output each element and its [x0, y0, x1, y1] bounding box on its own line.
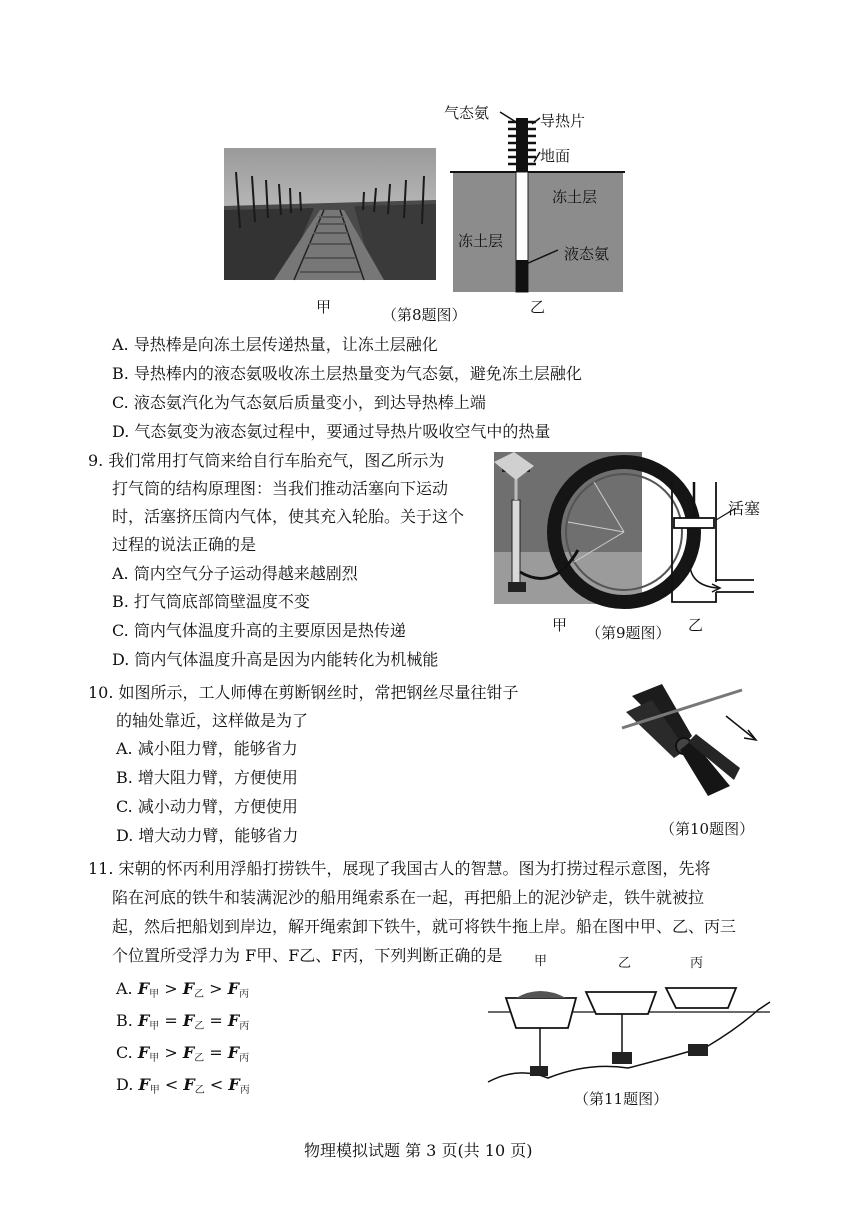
- gas-ammonia-label: 气态氨: [444, 104, 490, 122]
- q8-option-c: C. 液态氨汽化为气态氨后质量变小，到达导热棒上端: [112, 393, 486, 412]
- frozen-layer-left-label: 冻土层: [458, 232, 504, 250]
- fig11-label-yi: 乙: [618, 956, 632, 971]
- fig8-label-jia: 甲: [316, 298, 332, 316]
- q8-option-b: B. 导热棒内的液态氨吸收冻土层热量变为气态氨，避免冻土层融化: [112, 364, 582, 383]
- q9-stem-line3: 时，活塞挤压筒内气体，使其充入轮胎。关于这个: [112, 507, 465, 526]
- heat-pipe-diagram: [450, 100, 625, 295]
- fig8-caption: （第8题图）: [382, 306, 467, 324]
- q11-stem-line1: 11. 宋朝的怀丙利用浮船打捞铁牛，展现了我国古人的智慧。图为打捞过程示意图，先将: [88, 859, 711, 878]
- q9-stem-line4: 过程的说法正确的是: [112, 535, 257, 554]
- q9-stem-line2: 打气筒的结构原理图：当我们推动活塞向下运动: [112, 479, 449, 498]
- q9-option-d: D. 筒内气体温度升高是因为内能转化为机械能: [112, 650, 439, 669]
- q8-option-a: A. 导热棒是向冻土层传递热量，让冻土层融化: [112, 335, 438, 354]
- fig11-label-jia: 甲: [534, 954, 548, 969]
- boats-figure: [488, 970, 770, 1086]
- q10-option-d: D. 增大动力臂，能够省力: [116, 826, 299, 845]
- page-footer: 物理模拟试题 第 3 页(共 10 页): [304, 1141, 533, 1160]
- q11-option-b: B. $F_甲 = F_乙 = F_丙$: [116, 1011, 250, 1032]
- q10-option-a: A. 减小阻力臂，能够省力: [116, 739, 298, 758]
- fig9-label-jia: 甲: [552, 616, 568, 634]
- q11-option-c: C. $F_甲 > F_乙 = F_丙$: [116, 1043, 250, 1064]
- piston-label: 活塞: [728, 499, 761, 518]
- q11-stem-line4: 个位置所受浮力为 F甲、F乙、F丙，下列判断正确的是: [112, 946, 503, 965]
- fig11-caption: （第11题图）: [574, 1090, 669, 1108]
- fig8-label-yi: 乙: [530, 298, 546, 316]
- q10-option-b: B. 增大阻力臂，方便使用: [116, 768, 298, 787]
- liquid-ammonia-label: 液态氨: [564, 245, 610, 263]
- q9-option-b: B. 打气筒底部筒壁温度不变: [112, 592, 310, 611]
- q11-option-a: A. $F_甲 > F_乙 > F_丙$: [116, 979, 249, 1000]
- q10-stem-line2: 的轴处靠近，这样做是为了: [116, 711, 309, 730]
- q9-stem-line1: 9. 我们常用打气筒来给自行车胎充气，图乙所示为: [88, 451, 445, 470]
- q10-option-c: C. 减小动力臂，方便使用: [116, 797, 298, 816]
- railway-photo: [224, 148, 436, 280]
- q9-option-a: A. 筒内空气分子运动得越来越剧烈: [112, 564, 358, 583]
- q11-stem-line2: 陷在河底的铁牛和装满泥沙的船用绳索系在一起，再把船上的泥沙铲走，铁牛就被拉: [112, 888, 705, 907]
- frozen-layer-right-label: 冻土层: [552, 188, 598, 206]
- ground-label: 地面: [540, 147, 571, 165]
- bike-pump-photo: [494, 452, 642, 604]
- q9-option-c: C. 筒内气体温度升高的主要原因是热传递: [112, 621, 406, 640]
- fig9-label-yi: 乙: [688, 616, 704, 634]
- q10-stem-line1: 10. 如图所示，工人师傅在剪断钢丝时，常把钢丝尽量往钳子: [88, 683, 519, 702]
- heat-fin-label: 导热片: [540, 112, 586, 130]
- fig10-caption: （第10题图）: [660, 820, 755, 838]
- q11-option-d: D. $F_甲 < F_乙 < F_丙$: [116, 1075, 250, 1096]
- fig9-caption: （第9题图）: [586, 624, 671, 642]
- pliers-figure: [622, 676, 762, 808]
- q8-option-d: D. 气态氨变为液态氨过程中，要通过导热片吸收空气中的热量: [112, 422, 551, 441]
- q11-stem-line3: 起，然后把船划到岸边，解开绳索卸下铁牛，就可将铁牛拖上岸。船在图中甲、乙、丙三: [112, 917, 737, 936]
- fig11-label-bing: 丙: [690, 956, 704, 971]
